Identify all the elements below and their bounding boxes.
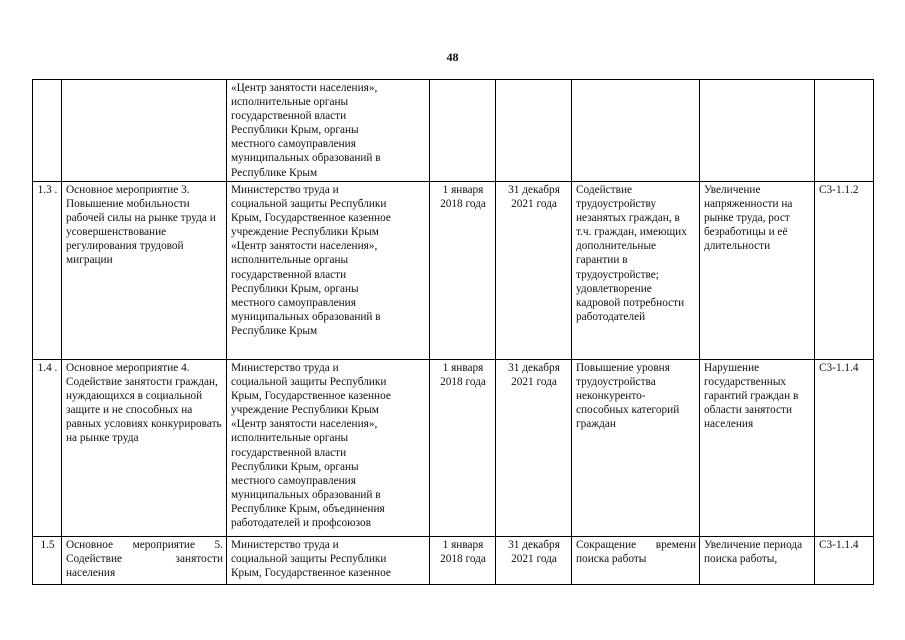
executors-line: местного самоуправления — [231, 296, 356, 309]
executors-line: исполнительные органы — [231, 432, 349, 445]
executors-line: местного самоуправления — [231, 474, 356, 487]
executors-line: «Центр занятости населения», — [231, 82, 378, 94]
executors-line: муниципальных образований в — [231, 488, 381, 501]
end-date: 31 декабря 2021 года — [496, 537, 572, 585]
table-row — [33, 80, 874, 182]
consequences: Увеличение напряженности на рынке труда, рост безработицы и её длительности — [700, 182, 815, 360]
executors-line: Министерство труда и — [231, 362, 339, 374]
event-name: Основное мероприятие 3. Повышение мобильности рабочей силы на рынке труда и усовершенствование регулирования трудовой миграции — [62, 182, 227, 360]
event-name: Основное мероприятие 4. Содействие занятости граждан, нуждающихся в социальной защите и не способных на равных условиях конкурировать на рынке труда — [62, 360, 227, 537]
row-number: 1.3 . — [33, 182, 62, 360]
executors-line: Республике Крым, объединения — [231, 502, 385, 515]
executors-line: учреждение Республики Крым — [231, 226, 379, 239]
executors-line: Республике Крым — [231, 166, 318, 179]
executors-line: «Центр занятости населения», — [231, 240, 378, 253]
executors-line: муниципальных образований в — [231, 310, 381, 323]
start-date: 1 января 2018 года — [430, 360, 496, 537]
event-name — [62, 80, 227, 182]
row-number — [33, 80, 62, 182]
executors-line: исполнительные органы — [231, 96, 349, 109]
executors-line: социальной защиты Республики — [231, 198, 387, 211]
executors-line: государственной власти — [231, 446, 347, 459]
executors-line: исполнительные органы — [231, 254, 349, 267]
executors-line: государственной власти — [231, 110, 347, 123]
executors-line: Республики Крым, органы — [231, 282, 359, 295]
end-date: 31 декабря 2021 года — [496, 182, 572, 360]
end-date — [496, 80, 572, 182]
table-row — [33, 360, 874, 537]
consequences — [700, 80, 815, 182]
expected-result — [572, 80, 700, 182]
table-row — [33, 537, 874, 585]
row-number: 1.4 . — [33, 360, 62, 537]
indicator-code — [815, 80, 874, 182]
executors-line: Республики Крым, органы — [231, 124, 359, 137]
executors-line: Республики Крым, органы — [231, 460, 359, 473]
executors-cell — [227, 80, 430, 182]
row-number: 1.5 — [33, 537, 62, 585]
event-name: Основное мероприятие 5. Содействие занятости населения — [62, 537, 227, 585]
expected-result: Сокращение времени поиска работы — [572, 537, 700, 585]
consequences: Нарушение государственных гарантий граждан в области занятости населения — [700, 360, 815, 537]
page-number: 48 — [446, 50, 459, 64]
executors-cell — [227, 182, 430, 360]
activities-table — [32, 79, 874, 585]
indicator-code: С3-1.1.4 — [815, 537, 874, 585]
executors-line: Министерство труда и — [231, 539, 339, 551]
expected-result: Содействие трудоустройству незанятых граждан, в т.ч. граждан, имеющих дополнительные гарантии в трудоустройстве; удовлетворение кадровой потребности работодателей — [572, 182, 700, 360]
executors-line: социальной защиты Республики — [231, 376, 387, 389]
executors-line: учреждение Республики Крым — [231, 404, 379, 417]
start-date: 1 января 2018 года — [430, 537, 496, 585]
executors-cell — [227, 360, 430, 537]
table-row — [33, 182, 874, 360]
executors-line: государственной власти — [231, 268, 347, 281]
executors-line: социальной защиты Республики — [231, 553, 387, 566]
executors-line: Крым, Государственное казенное — [231, 390, 391, 403]
executors-cell — [227, 537, 430, 585]
executors-line: Крым, Государственное казенное — [231, 212, 391, 225]
start-date: 1 января 2018 года — [430, 182, 496, 360]
executors-line: муниципальных образований в — [231, 152, 381, 165]
indicator-code: С3-1.1.4 — [815, 360, 874, 537]
executors-line: «Центр занятости населения», — [231, 418, 378, 431]
end-date: 31 декабря 2021 года — [496, 360, 572, 537]
expected-result: Повышение уровня трудоустройства неконкуренто-способных категорий граждан — [572, 360, 700, 537]
executors-line: Министерство труда и — [231, 184, 339, 196]
indicator-code: С3-1.1.2 — [815, 182, 874, 360]
executors-line: Крым, Государственное казенное — [231, 567, 391, 580]
executors-line: работодателей и профсоюзов — [231, 517, 371, 530]
start-date — [430, 80, 496, 182]
executors-line: Республике Крым — [231, 324, 318, 337]
executors-line: местного самоуправления — [231, 138, 356, 151]
consequences: Увеличение периода поиска работы, — [700, 537, 815, 585]
